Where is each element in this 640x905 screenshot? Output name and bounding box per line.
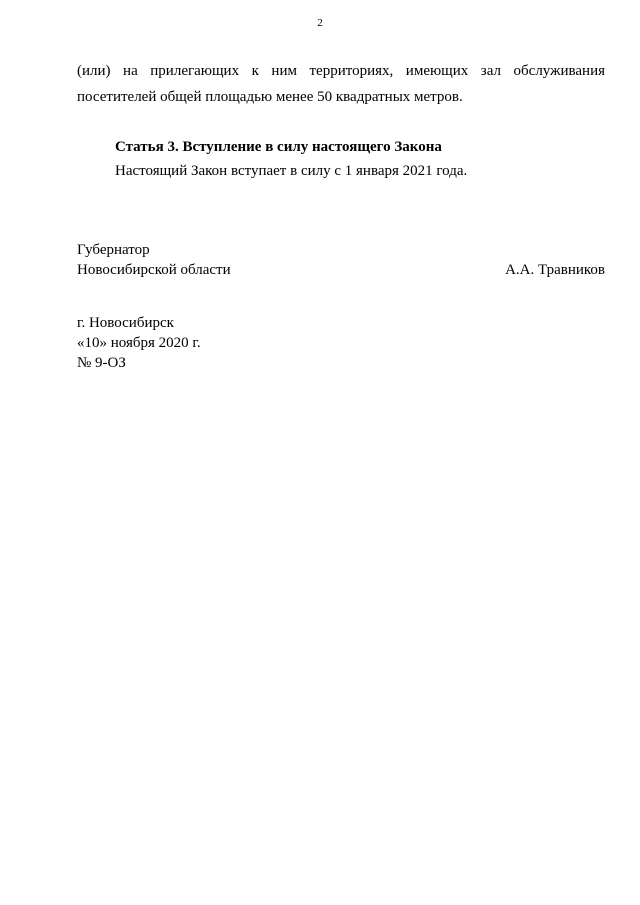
signatory-position-line-2: Новосибирской области bbox=[77, 262, 231, 278]
article-3-title: Статья 3. Вступление в силу настоящего Закона bbox=[115, 139, 442, 155]
date: «10» ноября 2020 г. bbox=[77, 335, 201, 351]
page-number: 2 bbox=[317, 17, 323, 29]
place-date-block bbox=[77, 313, 201, 373]
law-number: № 9-ОЗ bbox=[77, 355, 126, 371]
continuation-line-2: посетителей общей площадью менее 50 квадратных метров. bbox=[77, 89, 463, 105]
continuation-line-1: (или) на прилегающих к ним территориях, имеющих зал обслуживания bbox=[77, 63, 605, 79]
continuation-paragraph bbox=[77, 58, 605, 110]
city: г. Новосибирск bbox=[77, 315, 174, 331]
signatory-position-line-1: Губернатор bbox=[77, 242, 150, 258]
article-3-text: Настоящий Закон вступает в силу с 1 января 2021 года. bbox=[115, 163, 468, 179]
signature-row bbox=[77, 260, 605, 280]
signatory-name: А.А. Травников bbox=[505, 262, 605, 278]
signature-block bbox=[77, 240, 605, 280]
